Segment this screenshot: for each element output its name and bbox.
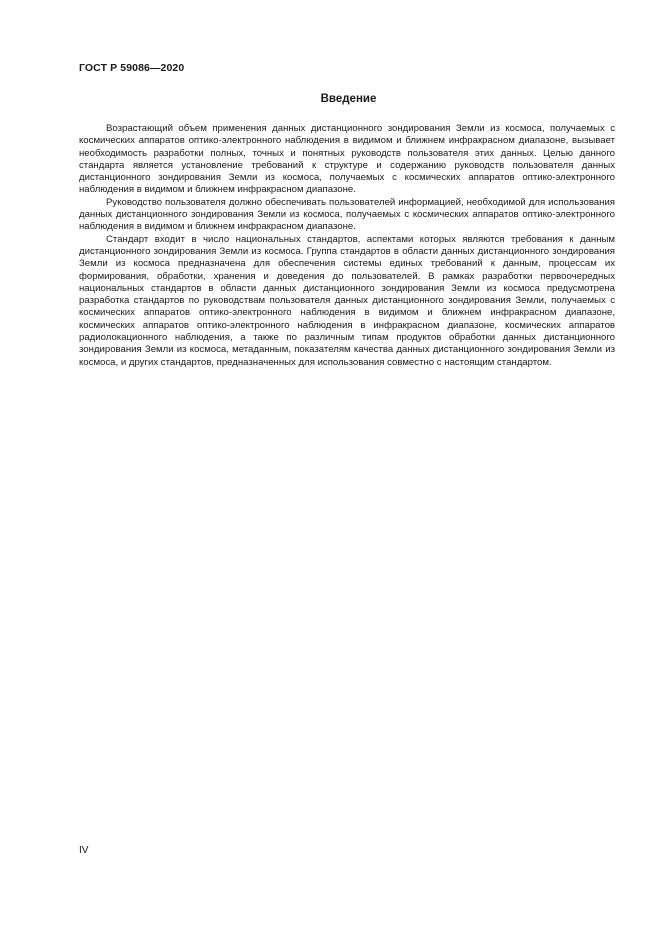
- section-title: Введение: [320, 93, 377, 105]
- standard-header: ГОСТ Р 59086—2020: [79, 62, 185, 74]
- body-text: [79, 123, 615, 369]
- paragraph: Возрастающий объем применения данных дистанционного зондирования Земли из космоса, получаемых с космических аппаратов оптико-электронного наблюдения в видимом и ближнем инфракрасном диапазоне, вызывает необходимость разработки полных, точных и понятных руководств пользователя этих данных. Целью данного стандарта является установление требований к структуре и содержанию руководств пользователя данных дистанционного зондирования Земли из космоса, получаемых с космических аппаратов оптико-электронного наблюдения в видимом и ближнем инфракрасном диапазоне.: [79, 123, 615, 196]
- paragraph: Стандарт входит в число национальных стандартов, аспектами которых являются требования к данным дистанционного зондирования Земли из космоса. Группа стандартов в области данных дистанционного зондирования Земли из космоса предназначена для обеспечения системы единых требований к данным, процессам их формирования, обработки, хранения и доведения до пользователей. В рамках разработки первоочередных национальных стандартов в области данных дистанционного зондирования Земли из космоса предусмотрена разработка стандартов по руководствам пользователя данных дистанционного зондирования Земли, получаемых с космических аппаратов оптико-электронного наблюдения в видимом и ближнем инфракрасном диапазоне, космических аппаратов оптико-электронного наблюдения в инфракрасном диапазоне, космических аппаратов радиолокационного наблюдения, а также по различным типам продуктов обработки данных дистанционного зондирования Земли из космоса, метаданным, показателям качества данных дистанционного зондирования Земли из космоса, и других стандартов, предназначенных для использования совместно с настоящим стандартом.: [79, 233, 615, 368]
- page-number: IV: [79, 845, 89, 856]
- paragraph: Руководство пользователя должно обеспечивать пользователей информацией, необходимой для использования данных дистанционного зондирования Земли из космоса, получаемых с космических аппаратов оптико-электронного наблюдения в видимом и ближнем инфракрасном диапазоне.: [79, 196, 615, 233]
